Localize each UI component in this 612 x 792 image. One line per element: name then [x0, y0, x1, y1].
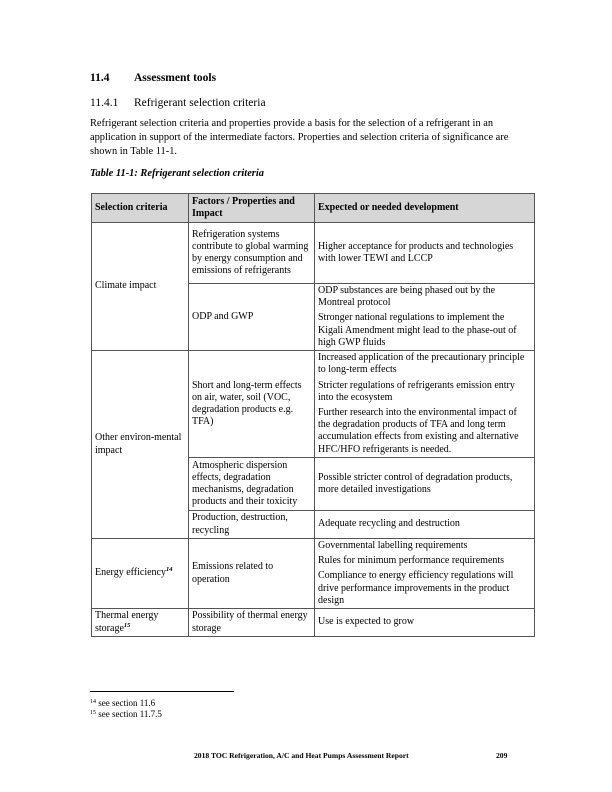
- factor-cell: Atmospheric dispersion effects, degradation mechanisms, degradation products and their toxicity: [189, 458, 315, 511]
- subsection-title: Refrigerant selection criteria: [134, 97, 266, 109]
- development-cell: [315, 284, 535, 351]
- factor-cell: Refrigeration systems contribute to global warming by energy consumption and emissions of refrigerants: [189, 223, 315, 284]
- development-cell: [315, 539, 535, 609]
- footnote-text: see section 11.7.5: [98, 709, 162, 719]
- table-row: [92, 223, 535, 284]
- factor-cell: Short and long-term effects on air, water, soil (VOC, degradation products e.g. TFA): [189, 351, 315, 458]
- criteria-cell: [92, 609, 189, 637]
- development-line: Governmental labelling requirements: [318, 540, 468, 552]
- selection-criteria-table: [91, 193, 535, 637]
- development-cell: Possible stricter control of degradation products, more detailed investigations: [315, 458, 535, 511]
- criteria-cell: Other environ-mental impact: [92, 351, 189, 539]
- criteria-text: Thermal energy storage: [95, 610, 159, 634]
- section-title: Assessment tools: [134, 72, 217, 84]
- factor-cell: Emissions related to operation: [189, 539, 315, 609]
- criteria-text: Energy efficiency: [95, 567, 166, 579]
- table-row: [92, 609, 535, 637]
- header-factors: Factors / Properties and Impact: [189, 194, 315, 223]
- header-selection-criteria: Selection criteria: [92, 194, 189, 223]
- section-number: 11.4: [90, 72, 110, 84]
- footnote-text: see section 11.6: [98, 698, 156, 708]
- development-cell: Adequate recycling and destruction: [315, 511, 535, 539]
- footnote-ref: 14: [166, 566, 173, 574]
- footnote: [90, 709, 162, 719]
- development-cell: [315, 351, 535, 458]
- section-heading: [90, 72, 216, 84]
- footnote: [90, 698, 155, 708]
- footnote-number: 15: [90, 710, 96, 716]
- factor-cell: ODP and GWP: [189, 284, 315, 351]
- development-cell: Higher acceptance for products and technologies with lower TEWI and LCCP: [315, 223, 535, 284]
- factor-cell: Possibility of thermal energy storage: [189, 609, 315, 637]
- subsection-number: 11.4.1: [90, 97, 119, 109]
- criteria-cell: [92, 539, 189, 609]
- intro-paragraph: Refrigerant selection criteria and properties provide a basis for the selection of a refrigerant in an application in support of the intermediate factors. Properties and selection criteria of significance are shown in Table 11-1.: [90, 118, 509, 157]
- table-caption: Table 11-1: Refrigerant selection criteria: [90, 168, 264, 179]
- development-line: Stronger national regulations to implement the Kigali Amendment might lead to the phase-out of high GWP fluids: [318, 312, 517, 348]
- table-row: [92, 539, 535, 609]
- page-number: 209: [496, 751, 508, 760]
- footnote-divider: [90, 691, 234, 692]
- development-cell: Use is expected to grow: [315, 609, 535, 637]
- subsection-heading: [90, 97, 266, 109]
- factor-cell: Production, destruction, recycling: [189, 511, 315, 539]
- header-development: Expected or needed development: [315, 194, 535, 223]
- development-line: ODP substances are being phased out by the Montreal protocol: [318, 285, 496, 309]
- development-line: Rules for minimum performance requirements: [318, 555, 505, 567]
- footnote-ref: 15: [123, 621, 131, 629]
- table-row: [92, 351, 535, 458]
- development-line: Increased application of the precautionary principle to long-term effects: [318, 352, 525, 376]
- criteria-cell: Climate impact: [92, 223, 189, 351]
- table-header-row: [92, 194, 535, 223]
- development-line: Stricter regulations of refrigerants emission entry into the ecosystem: [318, 379, 515, 403]
- footnote-number: 14: [90, 699, 96, 705]
- footer-title: 2018 TOC Refrigeration, A/C and Heat Pumps Assessment Report: [194, 751, 409, 760]
- development-line: Further research into the environmental impact of the degradation products of TFA and long term accumulation effects from existing and alternative HFC/HFO refrigerants is needed.: [318, 407, 519, 455]
- development-line: Compliance to energy efficiency regulations will drive performance improvements in the product design: [318, 570, 514, 606]
